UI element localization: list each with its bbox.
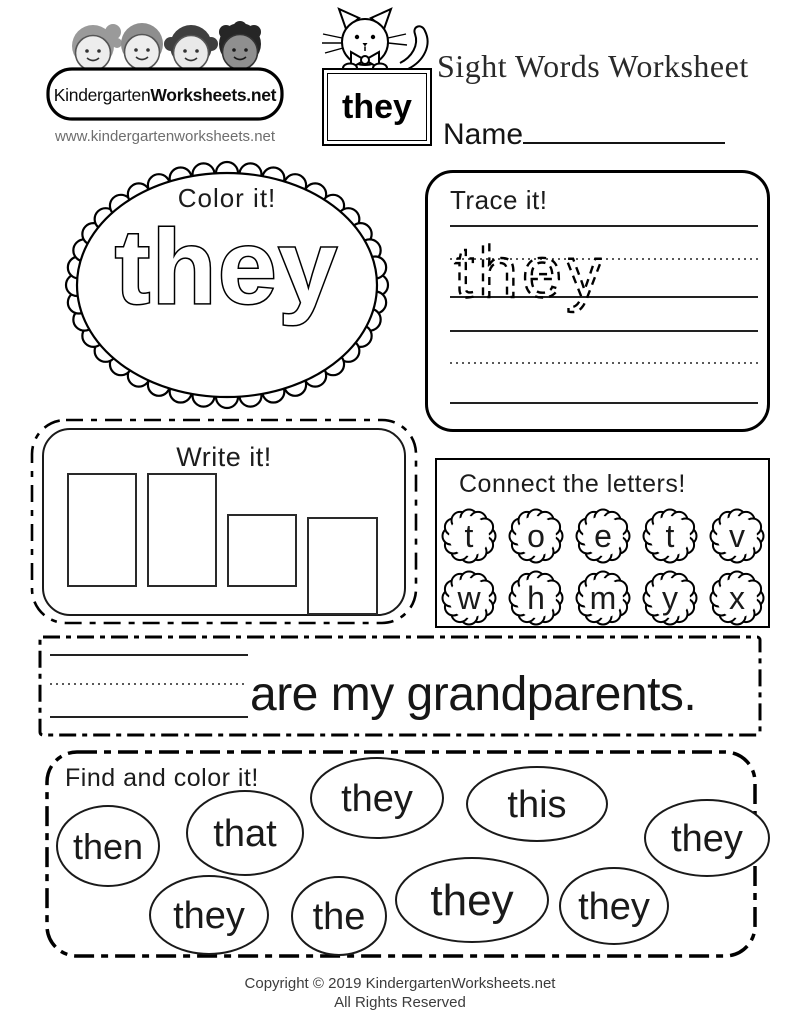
trace-it-heading: Trace it! (450, 185, 548, 215)
logo-brand-bold: Worksheets.net (150, 85, 277, 105)
section-find-color (45, 750, 757, 958)
logo-brand-regular: Kindergarten (53, 85, 151, 105)
sentence-text: are my grandparents. (250, 668, 697, 721)
write-letter-box-h (147, 473, 217, 587)
trace-lines (428, 173, 773, 435)
find-word-9: they (578, 886, 650, 928)
flower-m (577, 572, 630, 625)
flower-y (644, 572, 697, 625)
find-word-2: this (507, 784, 567, 826)
color-it-heading: Color it! (177, 183, 277, 213)
find-word-6: they (173, 895, 245, 937)
find-word-5: they (671, 818, 743, 860)
write-letter-box-y (307, 517, 378, 615)
write-it-heading: Write it! (176, 442, 272, 472)
name-line (523, 112, 725, 144)
flower-w (443, 572, 496, 625)
page-title: Sight Words Worksheet (437, 48, 749, 84)
find-word-1: they (341, 778, 413, 820)
flower-v (711, 510, 764, 563)
flower-h (510, 572, 563, 625)
section-trace-it (425, 170, 770, 432)
flower-e (577, 510, 630, 563)
connect-heading: Connect the letters! (459, 470, 686, 498)
section-color-it (47, 145, 407, 435)
trace-word-dashed: they (454, 233, 607, 313)
find-word-7: the (312, 896, 366, 938)
logo-url: www.kindergartenworksheets.net (54, 128, 276, 145)
svg-text:t: t (665, 518, 675, 554)
write-letter-box-e (227, 514, 297, 587)
word-card (322, 68, 432, 146)
kids-logo-icon (45, 12, 285, 128)
cat-icon (320, 5, 440, 71)
svg-text:KindergartenWorksheets.net (54, 85, 277, 105)
flower-x (711, 572, 764, 625)
svg-text:o: o (527, 518, 545, 554)
write-letter-box-t (67, 473, 137, 587)
color-it-word-outline: they (115, 209, 339, 326)
section-connect-letters (435, 458, 770, 628)
svg-text:e: e (594, 518, 612, 554)
name-label: Name (443, 118, 524, 151)
find-word-4: that (213, 813, 277, 855)
flower-o (510, 510, 563, 563)
flower-t1 (443, 510, 496, 563)
svg-text:x: x (729, 580, 745, 616)
flower-t2 (644, 510, 697, 563)
svg-text:w: w (457, 580, 481, 616)
svg-text:v: v (729, 518, 745, 554)
section-sentence (38, 635, 762, 737)
svg-text:m: m (589, 580, 617, 616)
find-heading: Find and color it! (65, 764, 259, 792)
find-word-3: then (72, 826, 144, 867)
footer-rights: All Rights Reserved (334, 994, 466, 1011)
find-word-8: they (430, 876, 514, 925)
svg-text:h: h (527, 580, 545, 616)
section-write-it (30, 418, 418, 625)
svg-text:t: t (464, 518, 474, 554)
svg-text:y: y (662, 580, 678, 616)
word-card-word: they (342, 87, 412, 126)
footer-copyright: Copyright © 2019 KindergartenWorksheets.net (244, 975, 556, 992)
